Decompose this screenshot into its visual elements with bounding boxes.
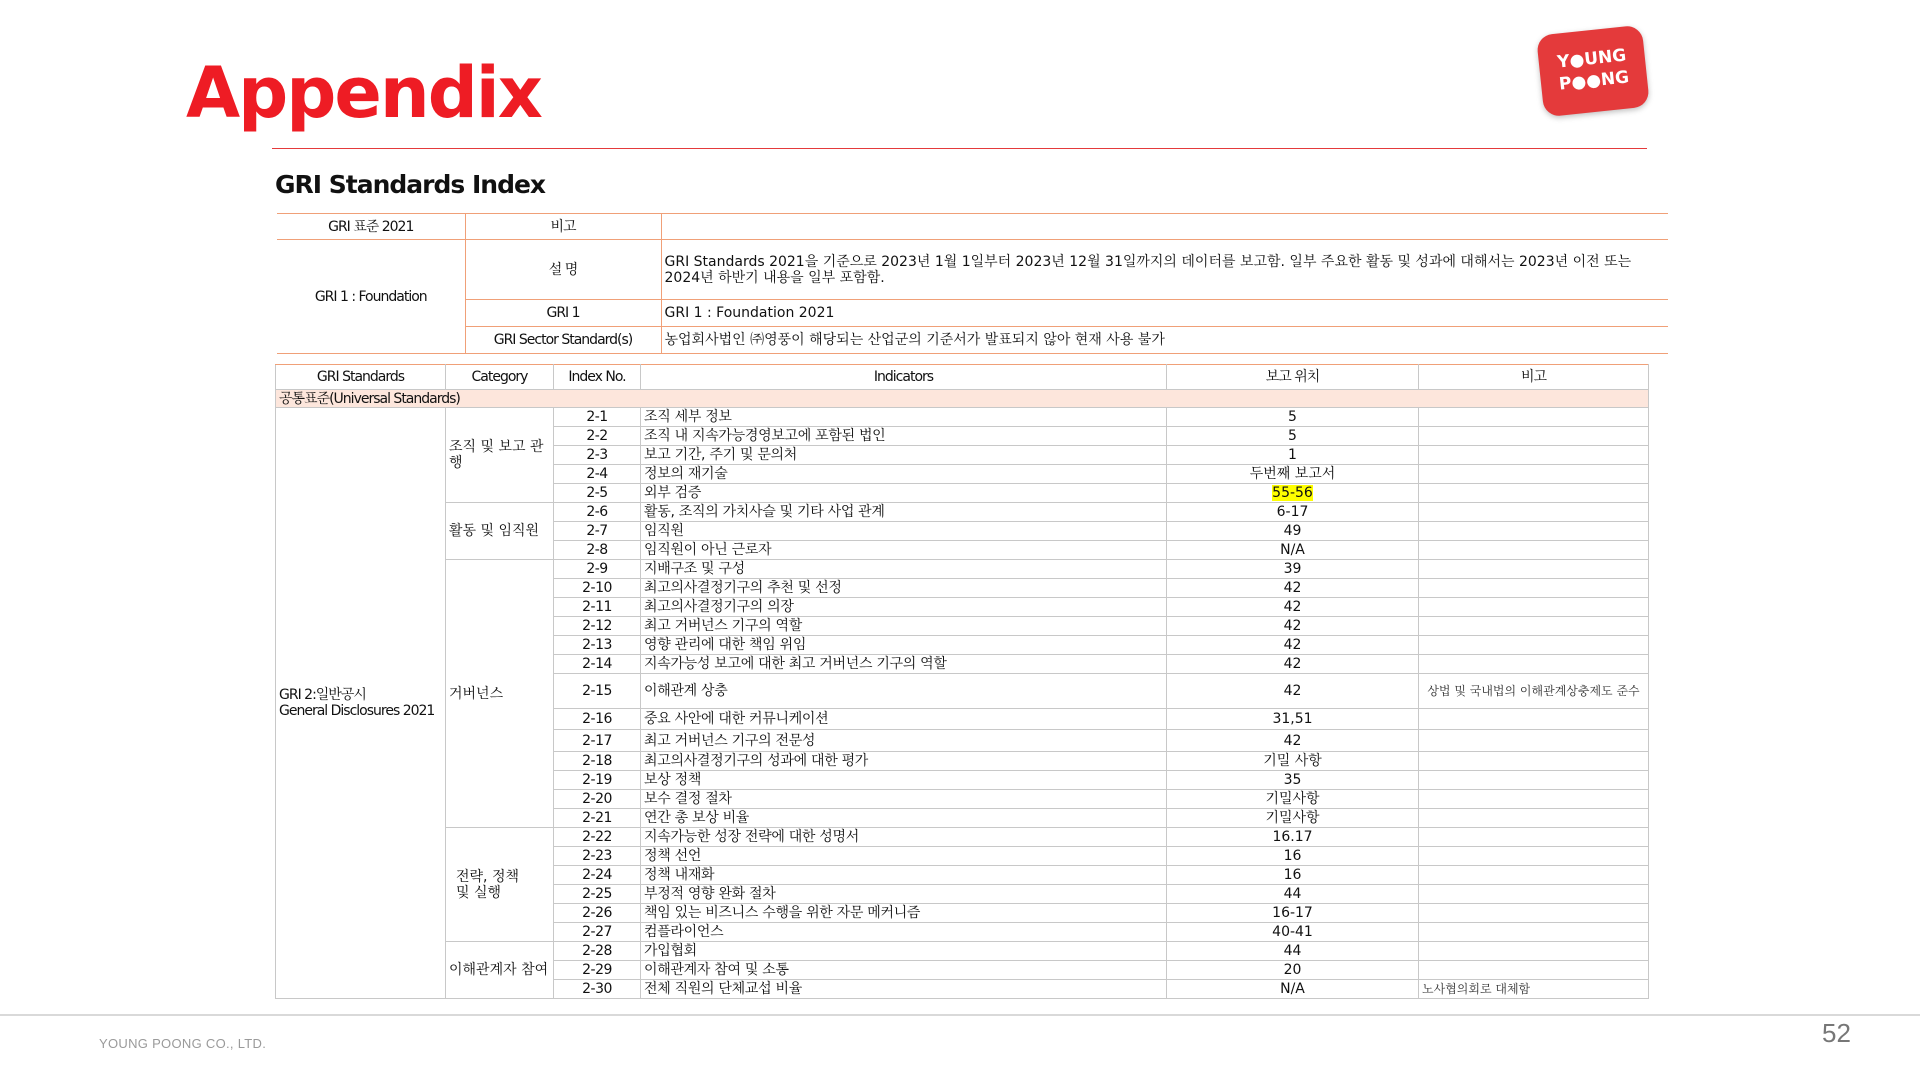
category-org: 조직 및 보고 관행 xyxy=(446,408,554,503)
indicator: 이해관계 상충 xyxy=(641,674,1167,709)
index-no: 2-1 xyxy=(554,408,641,427)
young-poong-logo xyxy=(1536,25,1650,118)
note xyxy=(1419,885,1649,904)
indicator: 지배구조 및 구성 xyxy=(641,560,1167,579)
report-location: 20 xyxy=(1167,961,1419,980)
report-location: 16-17 xyxy=(1167,904,1419,923)
index-no: 2-26 xyxy=(554,904,641,923)
header-divider xyxy=(272,148,1647,149)
note xyxy=(1419,655,1649,674)
foundation-note-header: 비고 xyxy=(465,214,661,240)
report-location xyxy=(1167,484,1419,503)
indicator: 부정적 영향 완화 절차 xyxy=(641,885,1167,904)
table-row xyxy=(276,560,1649,579)
index-no: 2-13 xyxy=(554,636,641,655)
indicator: 영향 관리에 대한 책임 위임 xyxy=(641,636,1167,655)
note xyxy=(1419,847,1649,866)
foundation-group-label: GRI 1 : Foundation xyxy=(277,240,465,354)
report-location: 44 xyxy=(1167,885,1419,904)
foundation-row-label: 설 명 xyxy=(465,240,661,300)
highlighted-location: 55-56 xyxy=(1272,485,1313,501)
header-category: Category xyxy=(446,365,554,390)
page-number: 52 xyxy=(1822,1018,1851,1048)
index-no: 2-18 xyxy=(554,752,641,771)
header-indicators: Indicators xyxy=(641,365,1167,390)
foundation-col-header: GRI 표준 2021 xyxy=(277,214,465,240)
table-row xyxy=(276,828,1649,847)
indicator: 보고 기간, 주기 및 문의처 xyxy=(641,446,1167,465)
note xyxy=(1419,866,1649,885)
index-no: 2-11 xyxy=(554,598,641,617)
indicator: 정책 선언 xyxy=(641,847,1167,866)
note xyxy=(1419,961,1649,980)
indicator: 연간 총 보상 비율 xyxy=(641,809,1167,828)
page-title: Appendix xyxy=(186,52,541,134)
note xyxy=(1419,790,1649,809)
note xyxy=(1419,752,1649,771)
report-location: 42 xyxy=(1167,636,1419,655)
note xyxy=(1419,828,1649,847)
report-location: 16.17 xyxy=(1167,828,1419,847)
report-location: 42 xyxy=(1167,730,1419,752)
foundation-row xyxy=(277,300,1668,327)
note xyxy=(1419,579,1649,598)
report-location: 44 xyxy=(1167,942,1419,961)
index-no: 2-8 xyxy=(554,541,641,560)
note xyxy=(1419,408,1649,427)
report-location: 49 xyxy=(1167,522,1419,541)
header-report-location: 보고 위치 xyxy=(1167,365,1419,390)
index-no: 2-24 xyxy=(554,866,641,885)
report-location: 두번째 보고서 xyxy=(1167,465,1419,484)
note xyxy=(1419,809,1649,828)
foundation-header-row xyxy=(277,214,1668,240)
index-no: 2-27 xyxy=(554,923,641,942)
index-no: 2-23 xyxy=(554,847,641,866)
report-location: 5 xyxy=(1167,408,1419,427)
category-activities: 활동 및 임직원 xyxy=(446,503,554,560)
indicator: 활동, 조직의 가치사슬 및 기타 사업 관계 xyxy=(641,503,1167,522)
indicator: 조직 내 지속가능경영보고에 포함된 법인 xyxy=(641,427,1167,446)
index-no: 2-5 xyxy=(554,484,641,503)
logo-text: Y●UNG P●●NG xyxy=(1556,45,1631,95)
footer-divider xyxy=(0,1014,1920,1016)
index-no: 2-17 xyxy=(554,730,641,752)
note xyxy=(1419,560,1649,579)
table-row xyxy=(276,408,1649,427)
index-no: 2-20 xyxy=(554,790,641,809)
report-location: 42 xyxy=(1167,617,1419,636)
index-no: 2-12 xyxy=(554,617,641,636)
index-no: 2-21 xyxy=(554,809,641,828)
foundation-row-value: 농업회사법인 ㈜영풍이 해당되는 산업군의 기준서가 발표되지 않아 현재 사용 불가 xyxy=(661,327,1668,354)
section-row xyxy=(276,390,1649,408)
category-strategy xyxy=(446,828,554,942)
standard-label-line1: GRI 2:일반공시 xyxy=(279,687,366,703)
category-strategy-line2: 및 실행 xyxy=(456,884,502,901)
note xyxy=(1419,427,1649,446)
footer-company: YOUNG POONG CO., LTD. xyxy=(99,1036,267,1051)
section-label: 공통표준(Universal Standards) xyxy=(276,390,1649,408)
note xyxy=(1419,709,1649,730)
report-location: 42 xyxy=(1167,674,1419,709)
report-location: 1 xyxy=(1167,446,1419,465)
foundation-row-label: GRI 1 xyxy=(465,300,661,327)
note xyxy=(1419,904,1649,923)
report-location: 기밀사항 xyxy=(1167,809,1419,828)
report-location: 42 xyxy=(1167,579,1419,598)
indicator: 이해관계자 참여 및 소통 xyxy=(641,961,1167,980)
section-subtitle: GRI Standards Index xyxy=(275,170,546,199)
report-location: 16 xyxy=(1167,847,1419,866)
gri-foundation-table xyxy=(277,213,1668,354)
index-header-row xyxy=(276,365,1649,390)
gri-index-table xyxy=(275,364,1649,999)
index-no: 2-29 xyxy=(554,961,641,980)
indicator: 지속가능성 보고에 대한 최고 거버넌스 기구의 역할 xyxy=(641,655,1167,674)
index-no: 2-14 xyxy=(554,655,641,674)
note xyxy=(1419,446,1649,465)
index-no: 2-15 xyxy=(554,674,641,709)
note xyxy=(1419,617,1649,636)
report-location: 35 xyxy=(1167,771,1419,790)
indicator: 최고 거버넌스 기구의 역할 xyxy=(641,617,1167,636)
report-location: N/A xyxy=(1167,980,1419,999)
index-no: 2-3 xyxy=(554,446,641,465)
index-no: 2-25 xyxy=(554,885,641,904)
category-governance: 거버넌스 xyxy=(446,560,554,828)
indicator: 보수 결정 절차 xyxy=(641,790,1167,809)
table-row xyxy=(276,503,1649,522)
note xyxy=(1419,522,1649,541)
indicator: 가입협회 xyxy=(641,942,1167,961)
foundation-row-value: GRI Standards 2021을 기준으로 2023년 1월 1일부터 2023년 12월 31일까지의 데이터를 보고함. 일부 주요한 활동 및 성과에 대해서는 2023년 이전 또는 2024년 하반기 내용을 일부 포함함. xyxy=(661,240,1668,300)
report-location: N/A xyxy=(1167,541,1419,560)
report-location: 기밀사항 xyxy=(1167,790,1419,809)
note xyxy=(1419,484,1649,503)
indicator: 컴플라이언스 xyxy=(641,923,1167,942)
indicator: 지속가능한 성장 전략에 대한 성명서 xyxy=(641,828,1167,847)
header-index-no: Index No. xyxy=(554,365,641,390)
index-no: 2-10 xyxy=(554,579,641,598)
note xyxy=(1419,503,1649,522)
indicator: 임직원 xyxy=(641,522,1167,541)
header-gri-standards: GRI Standards xyxy=(276,365,446,390)
report-location: 40-41 xyxy=(1167,923,1419,942)
index-no: 2-19 xyxy=(554,771,641,790)
category-stakeholder: 이해관계자 참여 xyxy=(446,942,554,999)
index-no: 2-6 xyxy=(554,503,641,522)
note xyxy=(1419,771,1649,790)
foundation-row xyxy=(277,327,1668,354)
report-location: 31,51 xyxy=(1167,709,1419,730)
indicator: 최고의사결정기구의 의장 xyxy=(641,598,1167,617)
note: 노사협의회로 대체함 xyxy=(1419,980,1649,999)
report-location: 5 xyxy=(1167,427,1419,446)
indicator: 책임 있는 비즈니스 수행을 위한 자문 메커니즘 xyxy=(641,904,1167,923)
category-strategy-line1: 전략, 정책 xyxy=(456,868,519,885)
report-location: 6-17 xyxy=(1167,503,1419,522)
note xyxy=(1419,636,1649,655)
table-row xyxy=(276,942,1649,961)
foundation-empty-header xyxy=(661,214,1668,240)
index-no: 2-9 xyxy=(554,560,641,579)
note xyxy=(1419,465,1649,484)
indicator: 중요 사안에 대한 커뮤니케이션 xyxy=(641,709,1167,730)
header-note: 비고 xyxy=(1419,365,1649,390)
indicator: 외부 검증 xyxy=(641,484,1167,503)
indicator: 최고의사결정기구의 추천 및 선정 xyxy=(641,579,1167,598)
note xyxy=(1419,730,1649,752)
report-location: 기밀 사항 xyxy=(1167,752,1419,771)
note xyxy=(1419,942,1649,961)
index-no: 2-16 xyxy=(554,709,641,730)
foundation-row xyxy=(277,240,1668,300)
index-no: 2-22 xyxy=(554,828,641,847)
note xyxy=(1419,541,1649,560)
foundation-row-value: GRI 1 : Foundation 2021 xyxy=(661,300,1668,327)
index-no: 2-28 xyxy=(554,942,641,961)
index-no: 2-4 xyxy=(554,465,641,484)
report-location: 42 xyxy=(1167,655,1419,674)
indicator: 임직원이 아닌 근로자 xyxy=(641,541,1167,560)
note: 상법 및 국내법의 이해관계상충제도 준수 xyxy=(1419,674,1649,709)
standard-label xyxy=(276,408,446,999)
index-no: 2-30 xyxy=(554,980,641,999)
indicator: 정보의 재기술 xyxy=(641,465,1167,484)
note xyxy=(1419,923,1649,942)
index-no: 2-2 xyxy=(554,427,641,446)
indicator: 조직 세부 정보 xyxy=(641,408,1167,427)
indicator: 최고 거버넌스 기구의 전문성 xyxy=(641,730,1167,752)
report-location: 39 xyxy=(1167,560,1419,579)
report-location: 16 xyxy=(1167,866,1419,885)
note xyxy=(1419,598,1649,617)
indicator: 정책 내재화 xyxy=(641,866,1167,885)
standard-label-line2: General Disclosures 2021 xyxy=(279,703,435,719)
indicator: 전체 직원의 단체교섭 비율 xyxy=(641,980,1167,999)
report-location: 42 xyxy=(1167,598,1419,617)
foundation-row-label: GRI Sector Standard(s) xyxy=(465,327,661,354)
indicator: 최고의사결정기구의 성과에 대한 평가 xyxy=(641,752,1167,771)
index-no: 2-7 xyxy=(554,522,641,541)
indicator: 보상 정책 xyxy=(641,771,1167,790)
